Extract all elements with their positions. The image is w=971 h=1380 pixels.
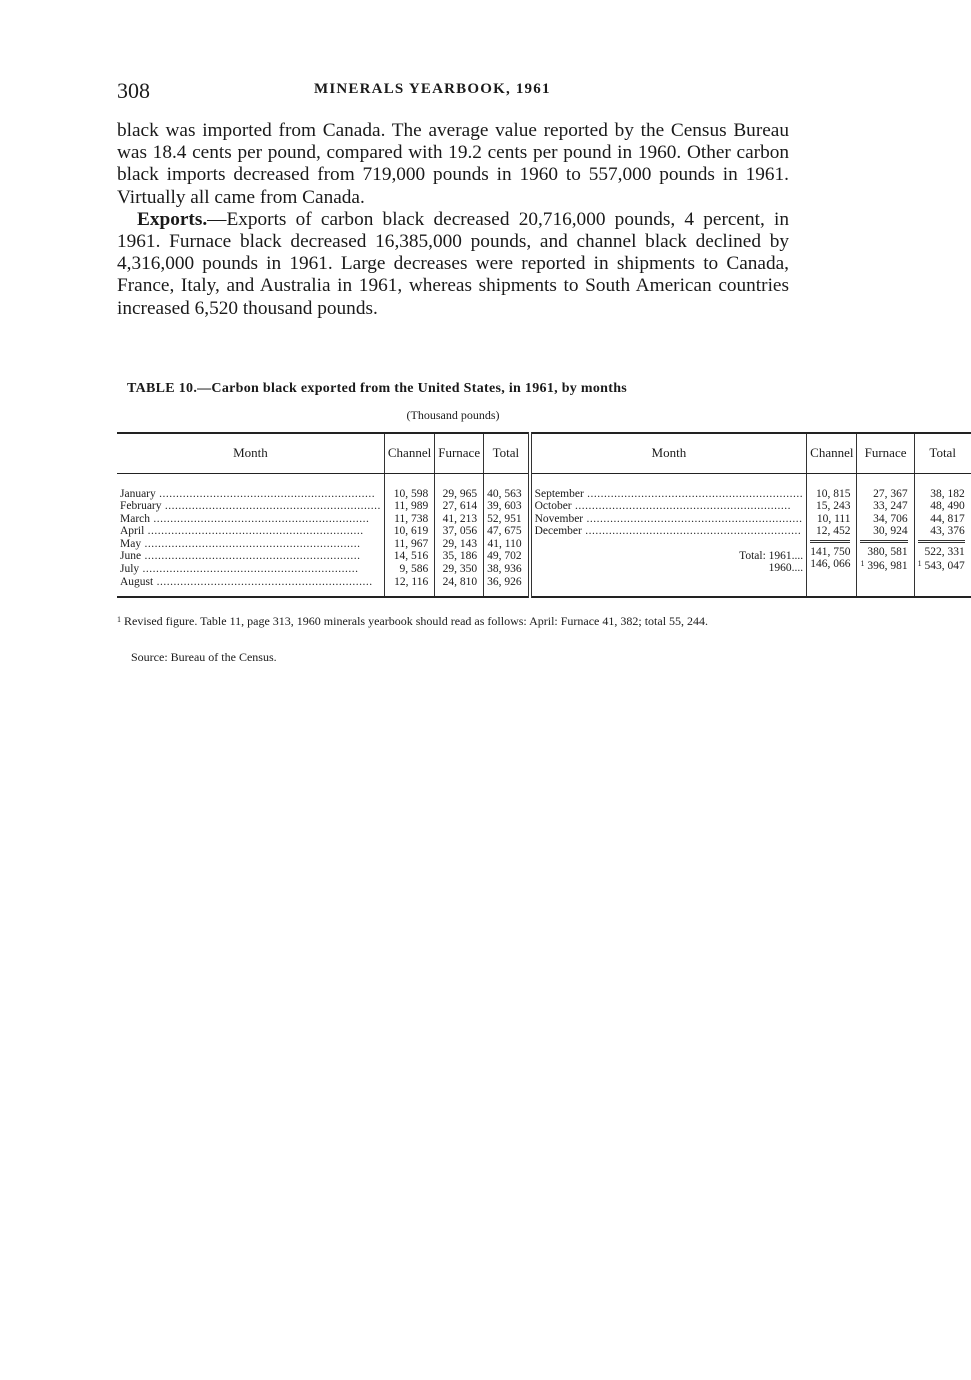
table-cell: 37, 056 (442, 525, 478, 538)
month-label: October ..... (535, 500, 804, 513)
table-cell: 30, 924 (873, 525, 908, 538)
table-cell: 41, 110 (487, 537, 522, 550)
table-cell: 44, 817 (930, 512, 965, 525)
table-cell: 43, 376 (930, 525, 965, 538)
table-cell: 9, 586 (399, 563, 429, 576)
table-cell: 41, 213 (442, 512, 478, 525)
table-title: TABLE 10.—Carbon black exported from the United States, in 1961, by months (127, 381, 628, 396)
right-total-column (914, 473, 971, 597)
right-channel-column (807, 473, 857, 597)
header-furnace-left: Furnace (435, 433, 484, 473)
total-1961-label: Total: 1961 (739, 549, 792, 562)
footnote-revised (117, 613, 793, 628)
left-channel-column (384, 473, 434, 597)
table-body-row (117, 473, 971, 597)
right-months (535, 488, 804, 538)
table-cell: 27, 614 (442, 500, 478, 513)
table-cell: 35, 186 (442, 550, 478, 563)
month-label: August ..... (120, 576, 381, 589)
month-label: June ..... (120, 550, 381, 563)
table-cell: 10, 619 (393, 525, 429, 538)
table-cell: 27, 367 (873, 487, 908, 500)
total-cell: 146, 066 (810, 558, 851, 571)
table-cell: 39, 603 (487, 500, 522, 513)
footnote-mark: 1 (860, 559, 865, 569)
month-label: April ..... (120, 525, 381, 538)
header-total-right: Total (914, 433, 971, 473)
table-cell: 24, 810 (442, 575, 478, 588)
table-cell: 40, 563 (487, 487, 522, 500)
left-month-column (117, 473, 384, 597)
table-cell: 10, 111 (816, 512, 851, 525)
footnote-mark: 1 (917, 559, 922, 569)
table-cell: 38, 936 (487, 563, 522, 576)
month-label: February ..... (120, 500, 381, 513)
total-cell: 141, 750 (810, 545, 851, 558)
total-cell: 396, 981 (867, 560, 908, 573)
table-cell: 38, 182 (930, 487, 965, 500)
table-cell: 36, 926 (487, 575, 522, 588)
month-label: November ..... (535, 513, 804, 526)
month-label: December ..... (535, 525, 804, 538)
month-label: March ..... (120, 513, 381, 526)
exports-table (117, 432, 971, 598)
total-cell: 543, 047 (924, 560, 965, 573)
table-cell: 10, 598 (393, 487, 429, 500)
table-cell: 49, 702 (487, 550, 522, 563)
table-cell: 12, 116 (394, 575, 429, 588)
page-number: 308 (117, 78, 150, 103)
month-label: January ..... (120, 488, 381, 501)
right-month-column (530, 473, 807, 597)
total-cell: 522, 331 (924, 545, 965, 558)
month-label: May ..... (120, 538, 381, 551)
table-cell: 48, 490 (930, 500, 965, 513)
table-header-row (117, 433, 971, 473)
header-month-right: Month (530, 433, 807, 473)
header-total-left: Total (484, 433, 530, 473)
month-label: September ..... (535, 488, 804, 501)
table-cell: 14, 516 (393, 550, 429, 563)
header-furnace-right: Furnace (857, 433, 914, 473)
channel-totals (810, 540, 851, 571)
total-1960-label: 1960 (768, 562, 792, 575)
paragraph-exports (117, 209, 789, 320)
table-cell: 29, 143 (442, 537, 478, 550)
footnote-mark: 1 (117, 615, 121, 624)
table-cell: 47, 675 (487, 525, 522, 538)
table-cell: 34, 706 (873, 512, 908, 525)
left-total-column (484, 473, 530, 597)
table-cell: 15, 243 (815, 500, 851, 513)
table-cell: 10, 815 (815, 487, 851, 500)
source-note: Source: Bureau of the Census. (131, 650, 277, 664)
furnace-totals (860, 540, 908, 573)
totals-labels: Total: 1961.... 1960.... (739, 549, 804, 575)
footnote-text: Revised figure. Table 11, page 313, 1960 minerals yearbook should read as follows: April: Furnace 41, 382; total 55, 244. (124, 614, 709, 628)
table-cell: 29, 965 (442, 487, 478, 500)
exports-text: —Exports of carbon black decreased 20,716,000 pounds, 4 percent, in 1961. Furnace black decreased 16,385,000 pounds, and channel black declined by 4,316,000 pounds in 1961. Large decreases were reported in shipments to Canada, France, Italy, and Australia in 1961, whereas shipments to South American countries increased 6,520 thousand pounds. (117, 208, 789, 319)
grand-totals (917, 540, 965, 573)
table-cell: 33, 247 (873, 500, 908, 513)
table-cell: 11, 738 (394, 512, 429, 525)
running-head: MINERALS YEARBOOK, 1961 (314, 81, 551, 97)
left-furnace-column (435, 473, 484, 597)
table-cell: 52, 951 (487, 512, 522, 525)
total-cell: 380, 581 (867, 545, 908, 558)
table-unit: (Thousand pounds) (406, 408, 500, 422)
table-cell: 11, 967 (394, 537, 429, 550)
table-cell: 29, 350 (442, 563, 478, 576)
paragraph-imports: black was imported from Canada. The average value reported by the Census Bureau was 18.4 cents per pound, compared with 19.2 cents per pound in 1960. Other carbon black imports decreased from 719,000 pounds in 1960 to 557,000 pounds in 1961. Virtually all came from Canada. (117, 120, 789, 208)
header-channel-right: Channel (807, 433, 857, 473)
header-channel-left: Channel (384, 433, 434, 473)
header-month-left: Month (117, 433, 384, 473)
table-cell: 12, 452 (815, 525, 851, 538)
body-text (117, 120, 789, 320)
table-cell: 11, 989 (394, 500, 429, 513)
exports-heading: Exports. (137, 208, 208, 230)
right-furnace-column (857, 473, 914, 597)
month-label: July ..... (120, 563, 381, 576)
